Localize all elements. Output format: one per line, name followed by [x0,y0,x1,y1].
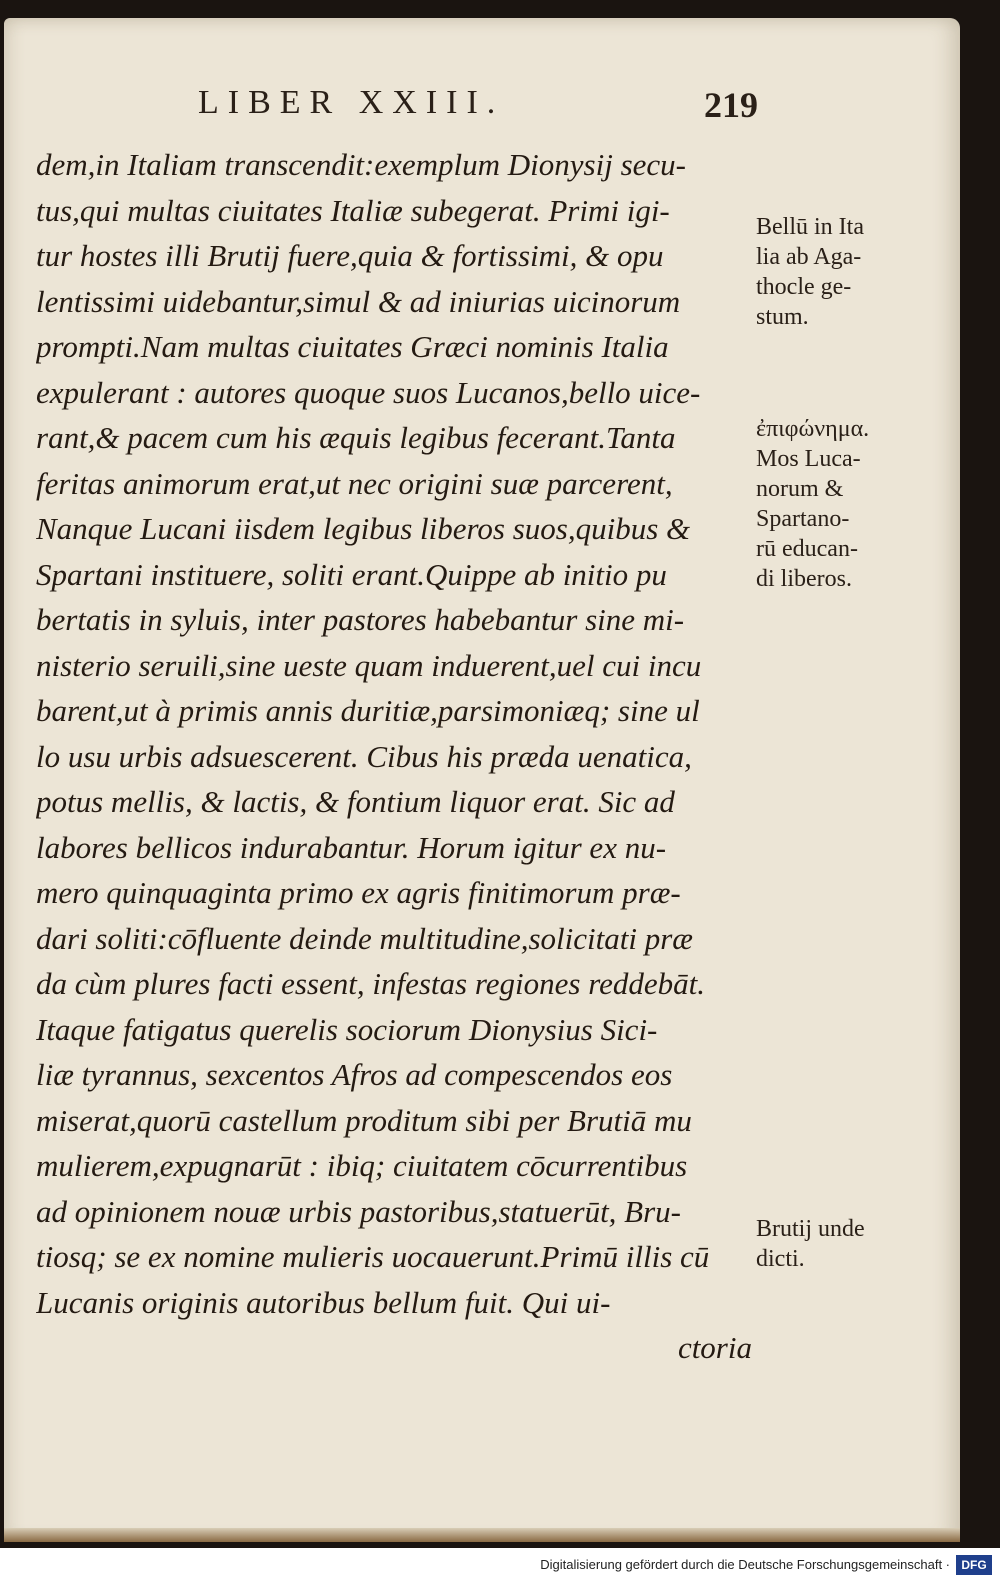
text-line: labores bellicos indurabantur. Horum igitur ex nu- [36,829,667,865]
marginal-line: thocle ge- [756,274,852,300]
text-line: mulierem,expugnarūt : ibiq; ciuitatem cōcurrentibus [36,1148,688,1183]
text-line: lentissimi uidebantur,simul & ad iniurias uicinorum [36,283,681,319]
text-line: nisterio seruili,sine ueste quam induerent,uel cui incu [36,647,702,683]
marginal-line: di liberos. [756,566,852,592]
text-line: lo usu urbis adsuescerent. Cibus his præda uenatica, [36,738,692,774]
marginal-line: Spartano- [756,506,850,532]
marginal-line: ἐπιφώνημα. [756,416,870,442]
text-line: Spartani instituere, soliti erant.Quippe ab initio pu [36,556,667,592]
text-line: feritas animorum erat,ut nec origini suæ parcerent, [36,465,673,501]
text-line: prompti.Nam multas ciuitates Græci nominis Italia [36,329,669,364]
page-header [198,84,758,130]
text-line: mero quinquaginta primo ex agris finitimorum præ- [36,875,681,910]
marginal-note-bellum [756,212,952,332]
marginal-line: lia ab Aga- [756,244,862,270]
text-line: dari soliti:cōfluente deinde multitudine,solicitati præ [36,920,693,956]
text-line: potus mellis, & lactis, & fontium liquor erat. Sic ad [36,784,675,819]
running-head: LIBER XXIII. [198,84,505,121]
main-text-block [36,142,752,1371]
footer-bar [0,1548,1000,1584]
marginal-line: Brutij unde [756,1216,865,1242]
text-line: liæ tyrannus, sexcentos Afros ad compescendos eos [36,1057,673,1092]
text-line: barent,ut à primis annis duritiæ,parsimoniæq; sine ul [36,693,700,728]
catchword: ctoria [677,1330,752,1365]
marginal-line: dicti. [756,1246,805,1272]
marginal-line: Bellū in Ita [756,214,864,240]
text-line: tiosq; se ex nomine mulieris uocauerunt.Primū illis cū [36,1239,710,1274]
marginal-line: Mos Luca- [756,446,861,472]
dfg-logo: DFG [956,1555,992,1575]
text-line: tus,qui multas ciuitates Italiæ subegerat. Primi igi- [36,192,670,228]
page-edge [4,1528,960,1542]
text-line: ad opinionem nouæ urbis pastoribus,statuerūt, Bru- [36,1193,682,1229]
text-line: Nanque Lucani iisdem legibus liberos suos,quibus & [36,511,691,546]
marginal-line: stum. [756,304,809,330]
page-number: 219 [704,85,758,125]
marginal-note-brutij [756,1214,952,1274]
funding-credit: Digitalisierung gefördert durch die Deutsche Forschungsgemeinschaft · [540,1557,950,1572]
text-line: bertatis in syluis, inter pastores habebantur sine mi- [36,602,685,637]
text-line: Itaque fatigatus querelis sociorum Dionysius Sici- [36,1011,658,1047]
text-line: da cùm plures facti essent, infestas regiones reddebāt. [36,966,705,1001]
marginal-note-mos-lucanorum [756,414,952,594]
marginal-line: norum & [756,476,844,502]
text-line: tur hostes illi Brutij fuere,quia & fortissimi, & opu [36,238,664,273]
text-line: expulerant : autores quoque suos Lucanos,bello uice- [36,374,701,410]
text-line: Lucanis originis autoribus bellum fuit. Qui ui- [36,1284,611,1320]
text-line: dem,in Italiam transcendit:exemplum Dionysij secu- [36,147,686,182]
text-line: miserat,quorū castellum proditum sibi per Brutiā mu [36,1102,692,1138]
marginal-line: rū educan- [756,536,858,562]
text-line: rant,& pacem cum his æquis legibus fecerant.Tanta [36,420,676,455]
